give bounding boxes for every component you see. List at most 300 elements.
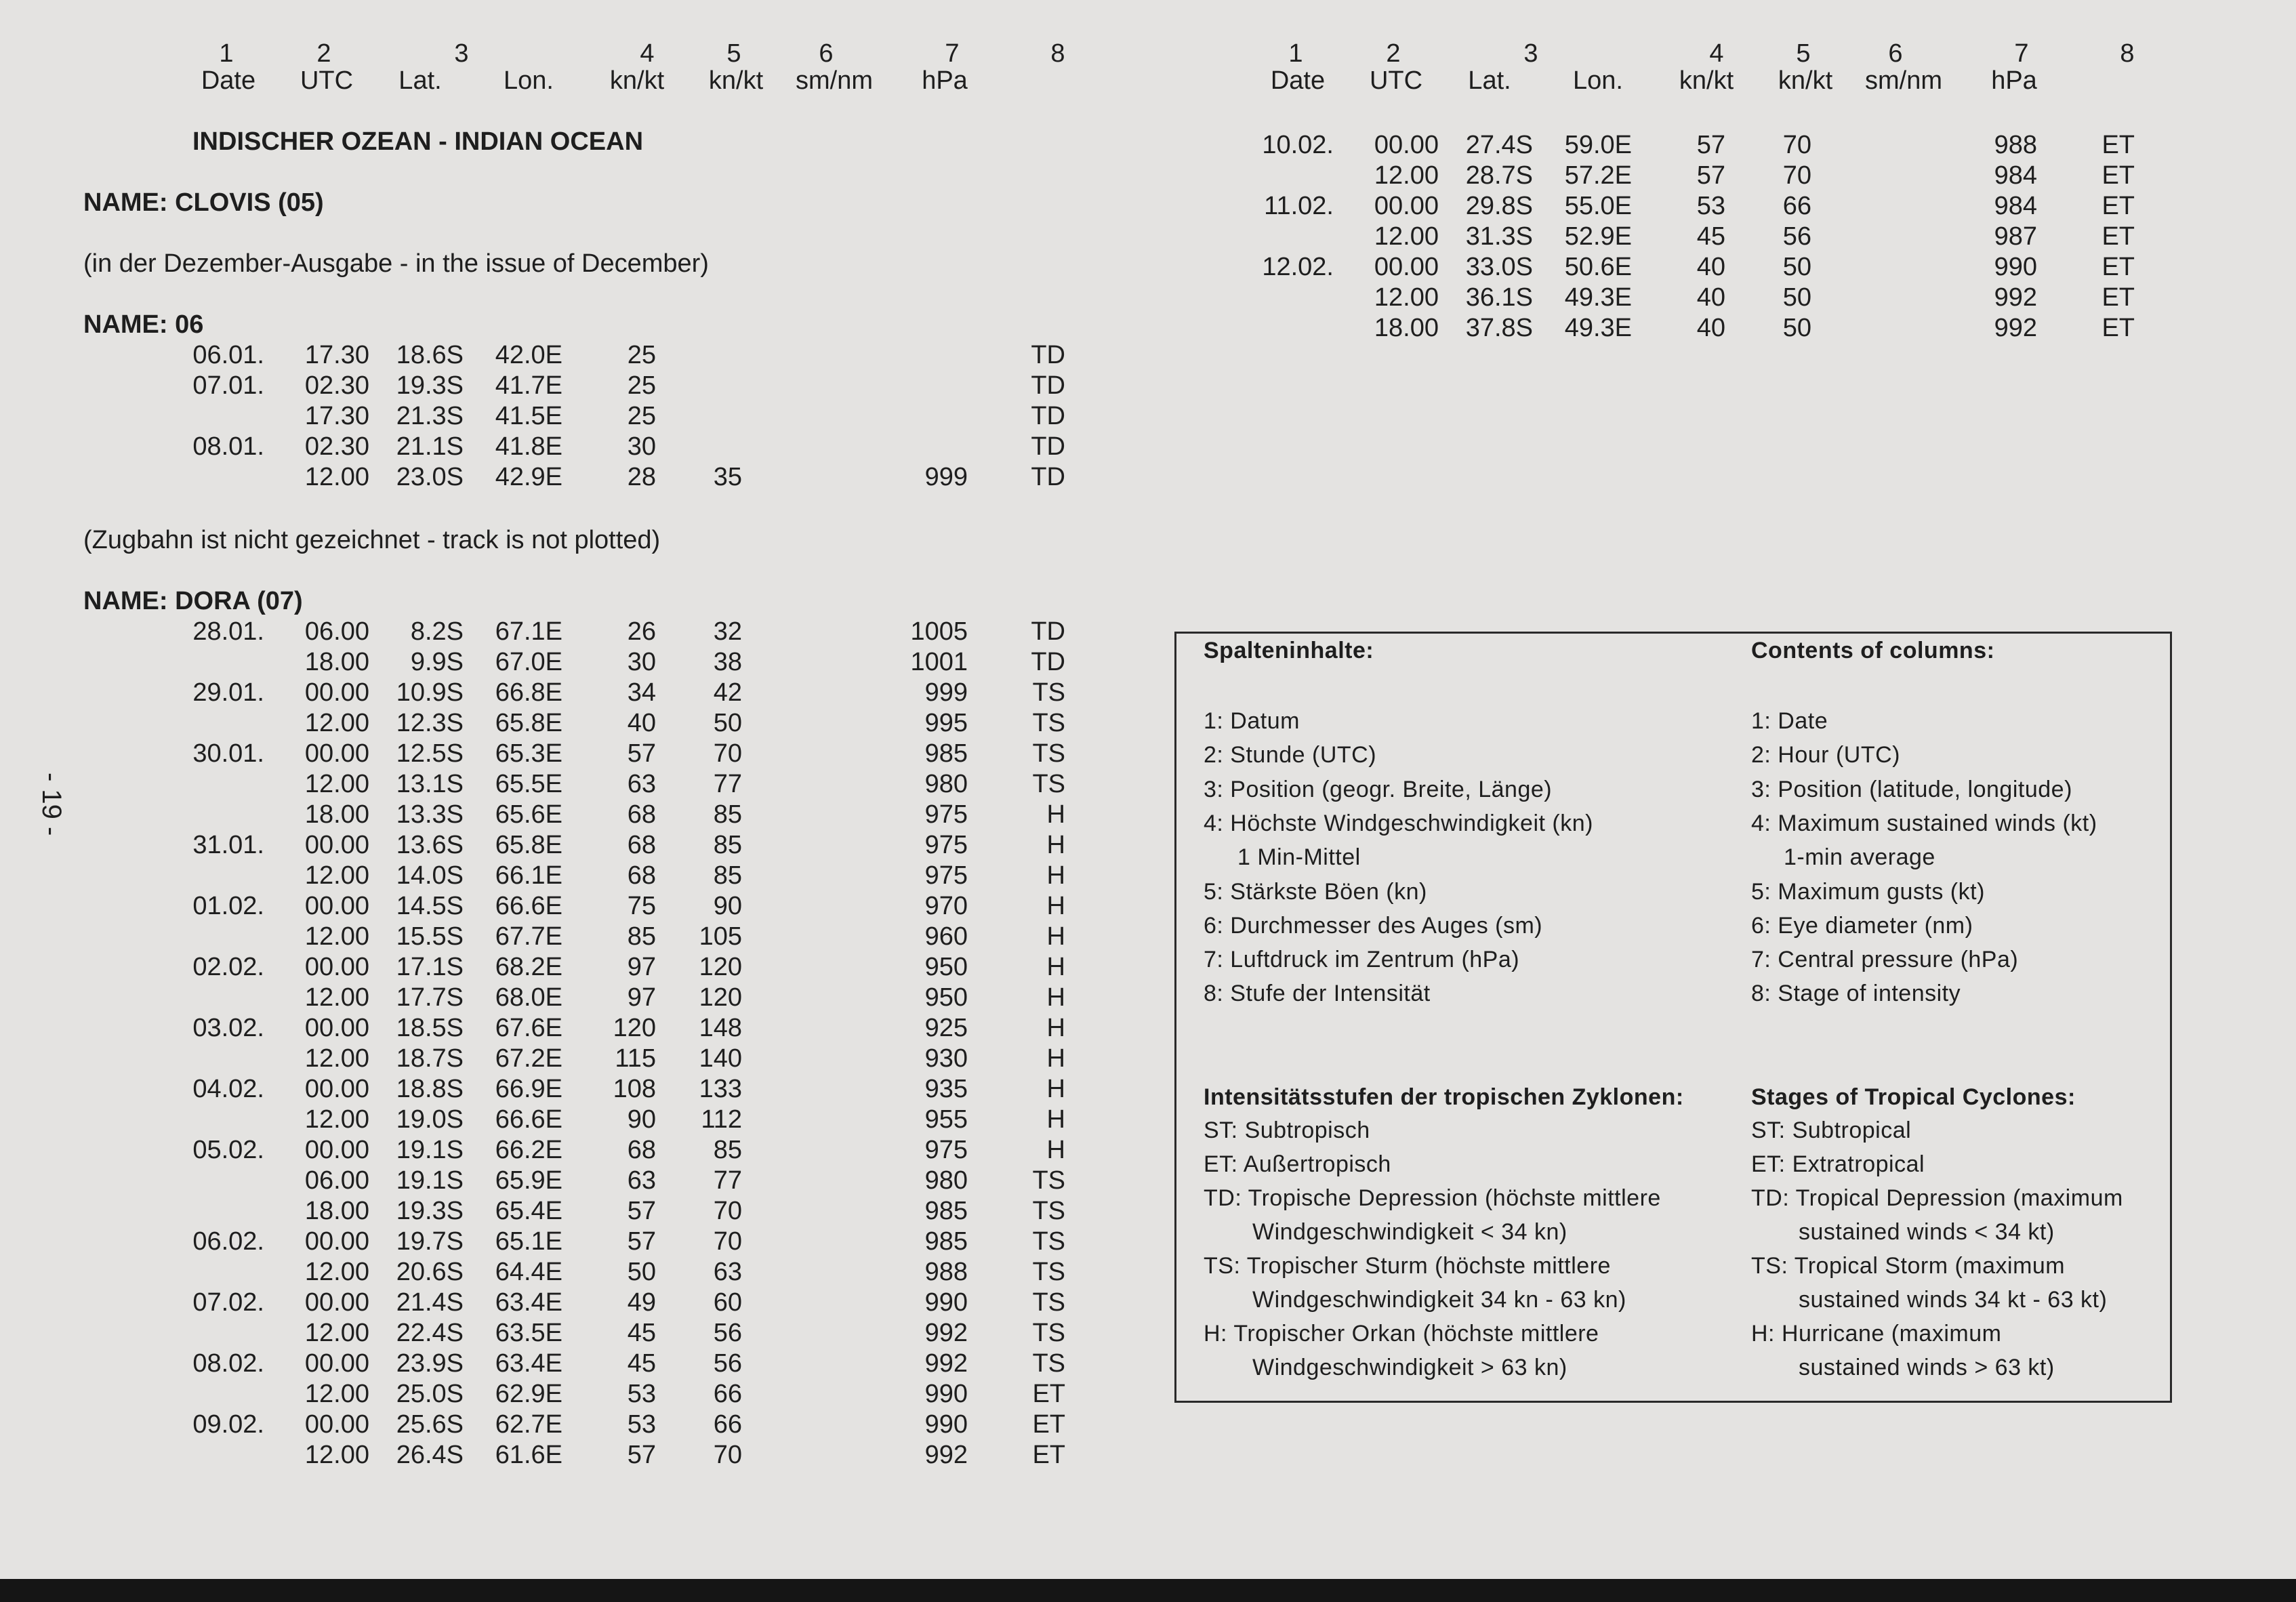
dora-cont-pressure: 987 (1994, 222, 2037, 251)
right-header-col-label: sm/nm (1865, 66, 1942, 95)
dora-lon: 66.2E (495, 1136, 562, 1164)
dora-stage: TS (1032, 1288, 1065, 1317)
dora-lat: 15.5S (396, 922, 464, 951)
legend-item-de: 8: Stufe der Intensität (1204, 981, 1431, 1007)
dora-lat: 25.0S (396, 1380, 464, 1408)
dora-date: 08.02. (192, 1349, 264, 1378)
dora-cont-gust: 50 (1782, 253, 1811, 281)
storm06-wind: 25 (627, 402, 656, 430)
legend-item-en: 5: Maximum gusts (kt) (1751, 878, 1985, 905)
dora-utc: 00.00 (304, 831, 369, 859)
dora-lat: 22.4S (396, 1319, 464, 1347)
legend-item-en: 2: Hour (UTC) (1751, 742, 1900, 768)
dora-gust: 50 (713, 709, 742, 737)
dora-pressure: 990 (924, 1288, 968, 1317)
dora-gust: 63 (713, 1258, 742, 1286)
dora-gust: 42 (713, 678, 742, 707)
dora-cont-gust: 70 (1782, 131, 1811, 159)
dora-pressure: 992 (924, 1349, 968, 1378)
right-header-col-number: 4 (1709, 39, 1724, 68)
dora-stage: TS (1032, 770, 1065, 798)
storm-name-clovis: NAME: CLOVIS (05) (83, 188, 324, 217)
dora-pressure: 995 (924, 709, 968, 737)
dora-cont-lat: 27.4S (1465, 131, 1533, 159)
storm-name-dora: NAME: DORA (07) (83, 587, 303, 615)
dora-stage: TS (1032, 1197, 1065, 1225)
left-header-col-number: 2 (316, 39, 331, 68)
dora-pressure: 925 (924, 1014, 968, 1042)
storm06-lat: 18.6S (396, 341, 464, 369)
storm06-gust: 35 (713, 463, 742, 491)
dora-lon: 64.4E (495, 1258, 562, 1286)
legend-item-en: 8: Stage of intensity (1751, 981, 1961, 1007)
dora-cont-stage: ET (2102, 283, 2135, 312)
dora-wind: 115 (615, 1044, 656, 1073)
dora-pressure: 955 (924, 1105, 968, 1134)
dora-cont-utc: 00.00 (1374, 192, 1439, 220)
dora-lon: 66.6E (495, 1105, 562, 1134)
dora-lat: 12.3S (396, 709, 464, 737)
dora-utc: 12.00 (304, 1441, 369, 1469)
dora-gust: 70 (713, 1441, 742, 1469)
legend-title-de: Spalteninhalte: (1204, 638, 1374, 663)
dora-utc: 12.00 (304, 1380, 369, 1408)
dora-utc: 12.00 (304, 1044, 369, 1073)
dora-wind: 34 (627, 678, 656, 707)
dora-date: 09.02. (192, 1410, 264, 1439)
dora-stage: H (1046, 1136, 1065, 1164)
dora-pressure: 990 (924, 1410, 968, 1439)
dora-cont-lon: 50.6E (1564, 253, 1632, 281)
dora-cont-wind: 57 (1696, 161, 1725, 190)
dora-gust: 70 (713, 1227, 742, 1256)
dora-cont-stage: ET (2102, 222, 2135, 251)
legend-stage-de: H: Tropischer Orkan (höchste mittlere (1204, 1321, 1599, 1347)
dora-lat: 12.5S (396, 739, 464, 768)
legend-stage-title-en: Stages of Tropical Cyclones: (1751, 1084, 2076, 1110)
dora-lon: 65.9E (495, 1166, 562, 1195)
dora-lat: 18.8S (396, 1075, 464, 1103)
dora-wind: 75 (627, 892, 656, 920)
right-header-col-number: 1 (1288, 39, 1303, 68)
dora-pressure: 950 (924, 953, 968, 981)
legend-stage-en: TD: Tropical Depression (maximum (1751, 1185, 2123, 1211)
dora-gust: 60 (713, 1288, 742, 1317)
dora-gust: 38 (713, 648, 742, 676)
dora-stage: H (1046, 922, 1065, 951)
legend-stage-en: TS: Tropical Storm (maximum (1751, 1253, 2066, 1279)
dora-lon: 65.3E (495, 739, 562, 768)
dora-wind: 120 (613, 1014, 656, 1042)
left-header-col-number: 4 (640, 39, 655, 68)
dora-utc: 12.00 (304, 861, 369, 890)
dora-lon: 67.7E (495, 922, 562, 951)
dora-lon: 66.6E (495, 892, 562, 920)
storm06-lat: 23.0S (396, 463, 464, 491)
left-header-col-number: 1 (219, 39, 234, 68)
dora-wind: 108 (613, 1075, 656, 1103)
dora-lon: 63.4E (495, 1349, 562, 1378)
storm06-utc: 12.00 (304, 463, 369, 491)
dora-utc: 00.00 (304, 739, 369, 768)
dora-lon: 67.1E (495, 617, 562, 646)
dora-wind: 68 (627, 831, 656, 859)
legend-stage-de: ST: Subtropisch (1204, 1117, 1370, 1143)
dora-cont-lat: 28.7S (1465, 161, 1533, 190)
left-header-col-number: 3 (454, 39, 469, 68)
dora-pressure: 960 (924, 922, 968, 951)
legend-item-en: 3: Position (latitude, longitude) (1751, 776, 2072, 802)
dora-gust: 85 (713, 1136, 742, 1164)
legend-stage-en: sustained winds > 63 kt) (1799, 1355, 2055, 1380)
legend-item-en: 4: Maximum sustained winds (kt) (1751, 810, 2097, 836)
dora-gust: 120 (699, 983, 742, 1012)
dora-lon: 63.5E (495, 1319, 562, 1347)
dora-cont-lat: 33.0S (1465, 253, 1533, 281)
storm06-utc: 17.30 (304, 341, 369, 369)
dora-lat: 19.7S (396, 1227, 464, 1256)
dora-gust: 90 (713, 892, 742, 920)
dora-stage: TS (1032, 1166, 1065, 1195)
storm06-note: (Zugbahn ist nicht gezeichnet - track is not plotted) (83, 526, 661, 554)
dora-utc: 12.00 (304, 922, 369, 951)
right-header-col-number: 6 (1888, 39, 1903, 68)
legend-stage-en: ST: Subtropical (1751, 1117, 1912, 1143)
right-header-col-number: 7 (2014, 39, 2029, 68)
dora-lat: 14.0S (396, 861, 464, 890)
legend-item-de: 5: Stärkste Böen (kn) (1204, 878, 1427, 905)
dora-cont-lon: 49.3E (1564, 314, 1632, 342)
dora-lon: 63.4E (495, 1288, 562, 1317)
dora-stage: H (1046, 800, 1065, 829)
dora-stage: H (1046, 1105, 1065, 1134)
dora-lat: 21.4S (396, 1288, 464, 1317)
dora-utc: 12.00 (304, 1319, 369, 1347)
dora-utc: 12.00 (304, 1258, 369, 1286)
dora-stage: ET (1032, 1410, 1065, 1439)
dora-gust: 56 (713, 1349, 742, 1378)
dora-pressure: 980 (924, 770, 968, 798)
dora-utc: 00.00 (304, 1227, 369, 1256)
dora-pressure: 975 (924, 800, 968, 829)
left-header-col-number: 8 (1050, 39, 1065, 68)
dora-stage: H (1046, 1014, 1065, 1042)
storm-name-06: NAME: 06 (83, 310, 204, 339)
dora-utc: 00.00 (304, 1014, 369, 1042)
legend-stage-en: ET: Extratropical (1751, 1151, 1925, 1177)
dora-cont-lat: 29.8S (1465, 192, 1533, 220)
dora-lon: 65.6E (495, 800, 562, 829)
left-header-col-label: kn/kt (609, 66, 665, 95)
storm06-lon: 42.9E (495, 463, 562, 491)
dora-gust: 133 (699, 1075, 742, 1103)
dora-stage: TS (1032, 1258, 1065, 1286)
dora-cont-lon: 55.0E (1564, 192, 1632, 220)
dora-wind: 57 (627, 1227, 656, 1256)
dora-lon: 65.1E (495, 1227, 562, 1256)
dora-stage: TS (1032, 1227, 1065, 1256)
dora-utc: 00.00 (304, 1288, 369, 1317)
dora-gust: 56 (713, 1319, 742, 1347)
legend-item-de: 2: Stunde (UTC) (1204, 742, 1377, 768)
dora-stage: TS (1032, 1349, 1065, 1378)
dora-lat: 9.9S (410, 648, 464, 676)
left-header-col-label: sm/nm (796, 66, 873, 95)
dora-lat: 13.6S (396, 831, 464, 859)
ocean-title: INDISCHER OZEAN - INDIAN OCEAN (192, 127, 644, 156)
dora-wind: 53 (627, 1380, 656, 1408)
storm06-date: 08.01. (192, 432, 264, 461)
dora-cont-pressure: 992 (1994, 283, 2037, 312)
dora-cont-date: 11.02. (1264, 192, 1334, 220)
dora-stage: H (1046, 1075, 1065, 1103)
dora-date: 02.02. (192, 953, 264, 981)
storm06-date: 06.01. (192, 341, 264, 369)
dora-utc: 06.00 (304, 617, 369, 646)
legend-item-de: 1: Datum (1204, 708, 1300, 734)
storm06-stage: TD (1031, 371, 1065, 400)
dora-wind: 97 (627, 983, 656, 1012)
dora-pressure: 985 (924, 1227, 968, 1256)
dora-cont-utc: 18.00 (1374, 314, 1439, 342)
right-header-col-label: hPa (1991, 66, 2037, 95)
dora-lon: 67.6E (495, 1014, 562, 1042)
dora-lon: 68.0E (495, 983, 562, 1012)
left-header-col-number: 7 (945, 39, 960, 68)
dora-utc: 12.00 (304, 709, 369, 737)
right-header-col-label: Lon. (1573, 66, 1623, 95)
dora-lon: 66.1E (495, 861, 562, 890)
dora-wind: 63 (627, 1166, 656, 1195)
legend-stage-de: TD: Tropische Depression (höchste mittlere (1204, 1185, 1661, 1211)
dora-utc: 00.00 (304, 1349, 369, 1378)
dora-stage: TS (1032, 739, 1065, 768)
dora-pressure: 980 (924, 1166, 968, 1195)
dora-pressure: 950 (924, 983, 968, 1012)
dora-wind: 68 (627, 1136, 656, 1164)
dora-pressure: 935 (924, 1075, 968, 1103)
dora-pressure: 985 (924, 1197, 968, 1225)
legend-stage-en: sustained winds 34 kt - 63 kt) (1799, 1287, 2108, 1313)
dora-date: 03.02. (192, 1014, 264, 1042)
dora-wind: 90 (627, 1105, 656, 1134)
dora-lat: 17.1S (396, 953, 464, 981)
right-header-col-number: 2 (1386, 39, 1401, 68)
dora-wind: 57 (627, 1197, 656, 1225)
legend-stage-de: ET: Außertropisch (1204, 1151, 1391, 1177)
dora-stage: ET (1032, 1441, 1065, 1469)
dora-stage: H (1046, 953, 1065, 981)
dora-cont-lat: 36.1S (1465, 283, 1533, 312)
dora-wind: 57 (627, 739, 656, 768)
dora-date: 28.01. (192, 617, 264, 646)
storm06-date: 07.01. (192, 371, 264, 400)
dora-pressure: 999 (924, 678, 968, 707)
legend-box (1174, 632, 2172, 1403)
dora-lon: 65.8E (495, 831, 562, 859)
dora-cont-lon: 49.3E (1564, 283, 1632, 312)
dora-stage: TD (1031, 617, 1065, 646)
dora-cont-wind: 57 (1696, 131, 1725, 159)
dora-lat: 26.4S (396, 1441, 464, 1469)
left-header-col-label: kn/kt (708, 66, 764, 95)
legend-item-en: 6: Eye diameter (nm) (1751, 912, 1973, 939)
dora-utc: 06.00 (304, 1166, 369, 1195)
dora-date: 30.01. (192, 739, 264, 768)
right-header-col-label: kn/kt (1679, 66, 1734, 95)
dora-lon: 65.8E (495, 709, 562, 737)
dora-pressure: 975 (924, 861, 968, 890)
dora-cont-wind: 40 (1696, 283, 1725, 312)
dora-date: 07.02. (192, 1288, 264, 1317)
dora-lat: 14.5S (396, 892, 464, 920)
dora-lat: 10.9S (396, 678, 464, 707)
dora-gust: 85 (713, 800, 742, 829)
dora-gust: 77 (713, 770, 742, 798)
dora-lon: 65.5E (495, 770, 562, 798)
storm06-lon: 41.7E (495, 371, 562, 400)
dora-gust: 77 (713, 1166, 742, 1195)
legend-item-de: 6: Durchmesser des Auges (sm) (1204, 912, 1543, 939)
dora-lat: 19.1S (396, 1136, 464, 1164)
right-header-col-number: 5 (1796, 39, 1811, 68)
legend-stage-de: Windgeschwindigkeit < 34 kn) (1252, 1219, 1567, 1245)
dora-pressure: 1001 (910, 648, 968, 676)
dora-wind: 50 (627, 1258, 656, 1286)
storm06-utc: 17.30 (304, 402, 369, 430)
legend-stage-en: H: Hurricane (maximum (1751, 1321, 2002, 1347)
dora-cont-date: 10.02. (1262, 131, 1334, 159)
legend-stage-en: sustained winds < 34 kt) (1799, 1219, 2055, 1245)
dora-cont-wind: 40 (1696, 314, 1725, 342)
dora-gust: 70 (713, 739, 742, 768)
dora-gust: 105 (699, 922, 742, 951)
dora-cont-pressure: 992 (1994, 314, 2037, 342)
dora-stage: TD (1031, 648, 1065, 676)
storm06-lon: 41.8E (495, 432, 562, 461)
dora-pressure: 985 (924, 739, 968, 768)
dora-stage: ET (1032, 1380, 1065, 1408)
dora-lon: 68.2E (495, 953, 562, 981)
dora-pressure: 975 (924, 831, 968, 859)
dora-lon: 66.8E (495, 678, 562, 707)
legend-stage-de: TS: Tropischer Sturm (höchste mittlere (1204, 1253, 1611, 1279)
legend-title-en: Contents of columns: (1751, 638, 1995, 663)
dora-cont-lat: 37.8S (1465, 314, 1533, 342)
dora-lat: 19.0S (396, 1105, 464, 1134)
dora-wind: 45 (627, 1349, 656, 1378)
dora-cont-lon: 59.0E (1564, 131, 1632, 159)
dora-cont-gust: 66 (1782, 192, 1811, 220)
storm06-utc: 02.30 (304, 432, 369, 461)
dora-date: 01.02. (192, 892, 264, 920)
dora-pressure: 992 (924, 1441, 968, 1469)
dora-cont-wind: 53 (1696, 192, 1725, 220)
dora-wind: 97 (627, 953, 656, 981)
dora-wind: 57 (627, 1441, 656, 1469)
dora-cont-utc: 00.00 (1374, 253, 1439, 281)
dora-wind: 85 (627, 922, 656, 951)
storm06-stage: TD (1031, 341, 1065, 369)
dora-utc: 00.00 (304, 1075, 369, 1103)
dora-gust: 85 (713, 831, 742, 859)
dora-date: 05.02. (192, 1136, 264, 1164)
page-number: - 19 - (37, 773, 66, 836)
dora-gust: 70 (713, 1197, 742, 1225)
legend-item-en: 7: Central pressure (hPa) (1751, 947, 2019, 973)
storm06-stage: TD (1031, 463, 1065, 491)
dora-utc: 12.00 (304, 1105, 369, 1134)
left-header-col-label: Lon. (504, 66, 554, 95)
dora-lat: 20.6S (396, 1258, 464, 1286)
dora-stage: H (1046, 861, 1065, 890)
dora-lat: 8.2S (410, 617, 464, 646)
dora-utc: 12.00 (304, 770, 369, 798)
right-header-col-label: Lat. (1468, 66, 1511, 95)
storm06-lat: 21.3S (396, 402, 464, 430)
dora-cont-utc: 12.00 (1374, 222, 1439, 251)
dora-cont-stage: ET (2102, 192, 2135, 220)
dora-date: 06.02. (192, 1227, 264, 1256)
dora-wind: 26 (627, 617, 656, 646)
dora-stage: TS (1032, 1319, 1065, 1347)
storm06-wind: 30 (627, 432, 656, 461)
dora-cont-pressure: 984 (1994, 161, 2037, 190)
left-header-col-label: UTC (300, 66, 354, 95)
dora-lon: 61.6E (495, 1441, 562, 1469)
dora-stage: H (1046, 1044, 1065, 1073)
legend-stage-de: Windgeschwindigkeit > 63 kn) (1252, 1355, 1567, 1380)
dora-lat: 23.9S (396, 1349, 464, 1378)
dora-pressure: 975 (924, 1136, 968, 1164)
dora-cont-utc: 12.00 (1374, 283, 1439, 312)
dora-wind: 49 (627, 1288, 656, 1317)
dora-utc: 18.00 (304, 1197, 369, 1225)
dora-cont-gust: 70 (1782, 161, 1811, 190)
dora-gust: 120 (699, 953, 742, 981)
dora-utc: 00.00 (304, 892, 369, 920)
dora-stage: H (1046, 983, 1065, 1012)
dora-wind: 68 (627, 800, 656, 829)
dora-lat: 13.3S (396, 800, 464, 829)
storm06-lat: 21.1S (396, 432, 464, 461)
dora-cont-pressure: 984 (1994, 192, 2037, 220)
dora-cont-gust: 56 (1782, 222, 1811, 251)
storm06-lon: 42.0E (495, 341, 562, 369)
left-header-col-number: 6 (819, 39, 834, 68)
left-header-col-label: Lat. (398, 66, 442, 95)
dora-cont-wind: 40 (1696, 253, 1725, 281)
right-header-col-number: 3 (1523, 39, 1538, 68)
dora-wind: 53 (627, 1410, 656, 1439)
dora-cont-stage: ET (2102, 161, 2135, 190)
dora-pressure: 992 (924, 1319, 968, 1347)
dora-cont-utc: 00.00 (1374, 131, 1439, 159)
storm06-lat: 19.3S (396, 371, 464, 400)
dora-lon: 66.9E (495, 1075, 562, 1103)
legend-item-en: 1-min average (1784, 844, 1935, 871)
dora-utc: 00.00 (304, 1136, 369, 1164)
dora-date: 29.01. (192, 678, 264, 707)
dora-utc: 12.00 (304, 983, 369, 1012)
legend-stage-de: Windgeschwindigkeit 34 kn - 63 kn) (1252, 1287, 1626, 1313)
right-header-col-label: Date (1270, 66, 1326, 95)
dora-cont-stage: ET (2102, 314, 2135, 342)
dora-lat: 19.3S (396, 1197, 464, 1225)
dora-cont-stage: ET (2102, 131, 2135, 159)
scanner-bottom-edge (0, 1579, 2296, 1602)
clovis-note: (in der Dezember-Ausgabe - in the issue of December) (83, 249, 709, 278)
